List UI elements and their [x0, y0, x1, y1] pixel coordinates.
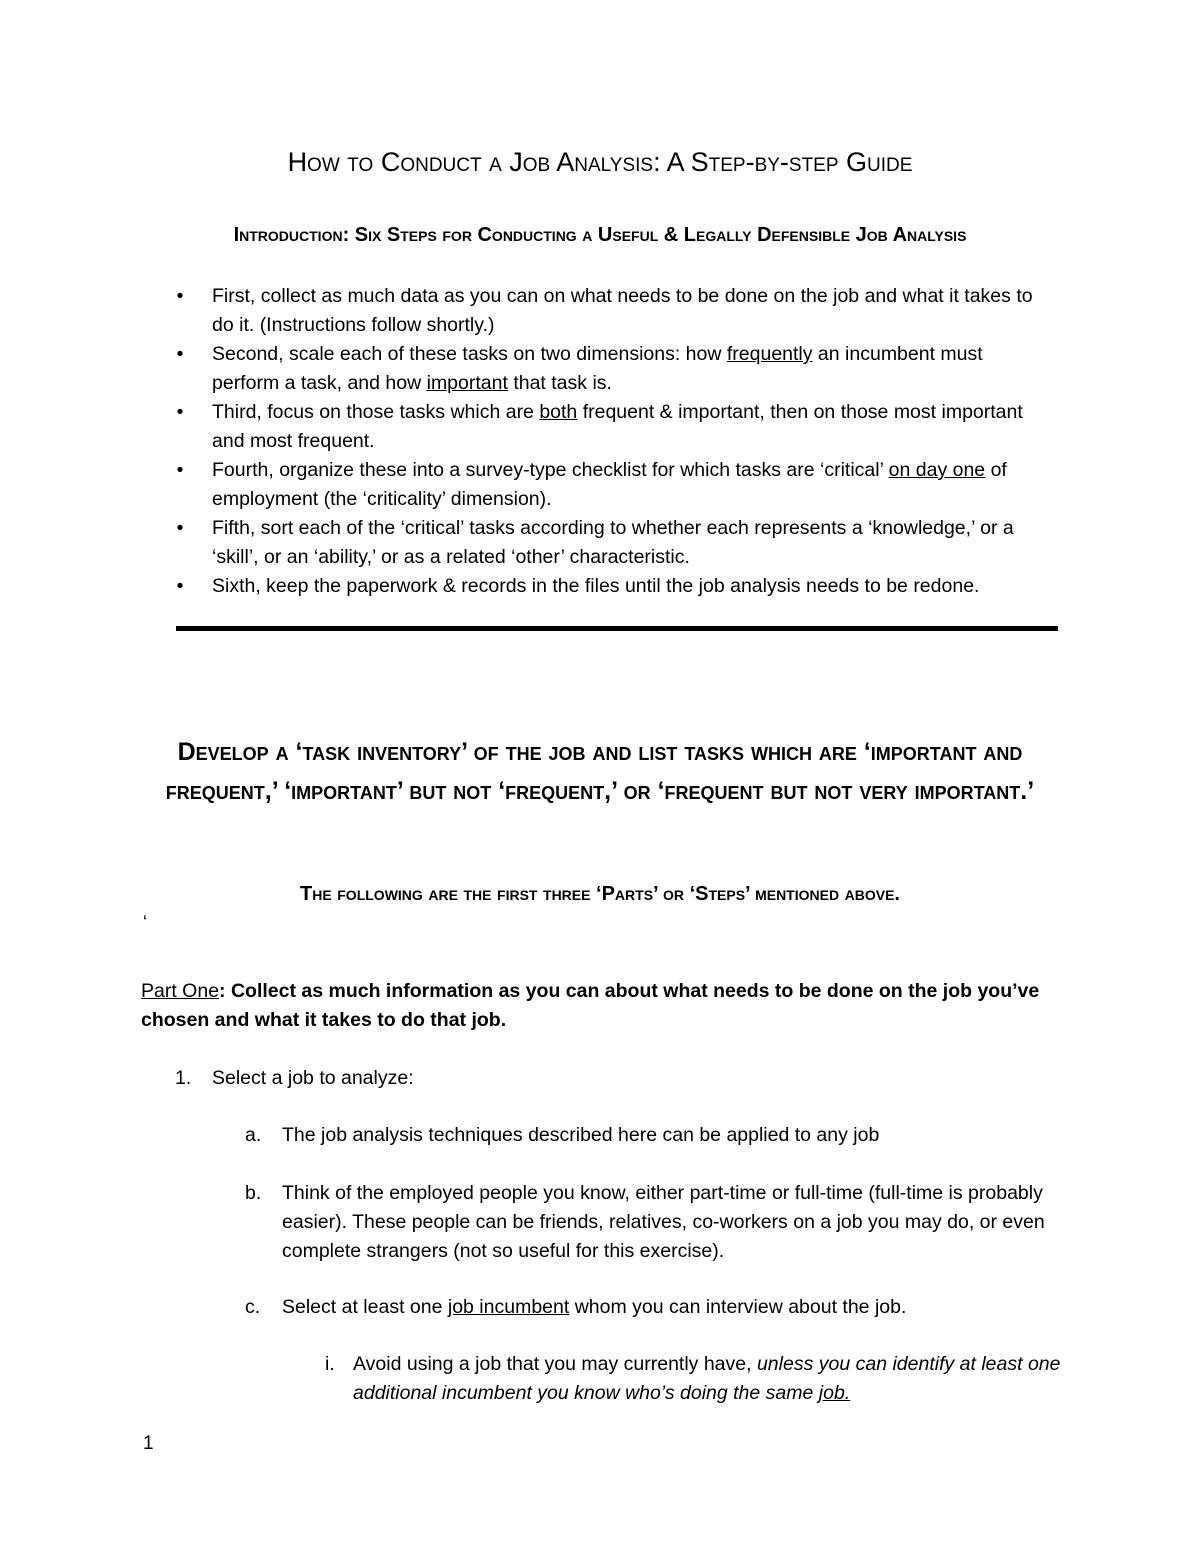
introduction-heading: Introduction: Six Steps for Conducting a Useful & Legally Defensible Job Analysis — [233, 224, 967, 246]
step-text: Second, scale each of these tasks on two dimensions: how — [212, 343, 727, 365]
item-text-part: whom you can interview about the job. — [569, 1296, 907, 1318]
italic-text: unless you can identify at least one additional incumbent you know who’s doing the same — [353, 1353, 1061, 1404]
item-marker: i. — [325, 1353, 335, 1375]
document-title: How to Conduct a Job Analysis: A Step-by-step Guide — [287, 147, 913, 177]
step-text: Sixth, keep the paperwork & records in the files until the job analysis needs to be redone. — [212, 575, 980, 597]
intro-steps-list — [175, 282, 1055, 601]
list-item — [175, 282, 1055, 340]
item-marker: 1. — [175, 1067, 192, 1089]
step-text: frequent & important, then on those most important and most frequent. — [212, 401, 1023, 452]
bullet-icon: • — [176, 343, 184, 365]
sub-item-b — [245, 1179, 1065, 1266]
item-marker: b. — [245, 1182, 262, 1204]
item-text — [315, 1350, 1065, 1408]
bullet-icon: • — [176, 459, 184, 481]
step-text: Third, focus on those tasks which are — [212, 401, 540, 423]
item-text: The job analysis techniques described here can be applied to any job — [282, 1124, 880, 1146]
part-one-text: Collect as much information as you can about what needs to be done on the job you’ve chosen and what it takes to do that job. — [141, 980, 1040, 1031]
stray-quote-mark: ‘ — [143, 912, 147, 932]
section-heading: Develop a ‘task inventory’ of the job and list tasks which are ‘important and frequent,’ ‘important’ but not ‘frequent,’ or ‘frequent but not very important.’ — [165, 738, 1035, 805]
step-text: Fourth, organize these into a survey-type checklist for which tasks are ‘critical’ — [212, 459, 889, 481]
list-item — [175, 456, 1055, 514]
item-text: Think of the employed people you know, either part-time or full-time (full-time is probably easier). These people can be friends, relatives, co-workers on a job you may do, or even complete strangers (not so useful for this exercise). — [282, 1182, 1045, 1262]
emphasis-text: job incumbent — [447, 1296, 570, 1318]
list-item — [175, 514, 1055, 572]
step-text: First, collect as much data as you can on what needs to be done on the job and what it takes to do it. (Instructions follow shortly.) — [212, 285, 1033, 336]
step-text: Fifth, sort each of the ‘critical’ tasks according to whether each represents a ‘knowledge,’ or a ‘skill’, or an ‘ability,’ or as a related ‘other’ characteristic. — [212, 517, 1014, 568]
sub-item-c — [245, 1293, 1065, 1322]
horizontal-rule — [176, 626, 1058, 631]
list-item — [175, 340, 1055, 398]
emphasis-text: frequently — [726, 343, 813, 365]
section-subheading: The following are the first three ‘Parts’ or ‘Steps’ mentioned above. — [300, 883, 900, 905]
item-text-part: Avoid using a job that you may currently have, — [353, 1353, 757, 1375]
part-one-label: Part One — [141, 980, 220, 1002]
page-number: 1 — [143, 1433, 154, 1454]
sub-item-a — [245, 1121, 1065, 1150]
emphasis-text: on day one — [888, 459, 986, 481]
item-text-part: Select at least one — [282, 1296, 448, 1318]
item-marker: c. — [245, 1296, 261, 1318]
emphasis-text: job. — [818, 1382, 851, 1404]
bullet-icon: • — [176, 401, 184, 423]
part-one-colon: : — [219, 980, 231, 1002]
emphasis-text: important — [426, 372, 508, 394]
bullet-icon: • — [176, 517, 184, 539]
step-text: that task is. — [507, 372, 612, 394]
bullet-icon: • — [176, 575, 184, 597]
numbered-item-1 — [175, 1064, 414, 1093]
item-text — [245, 1293, 1065, 1322]
step-text: of employment (the ‘criticality’ dimension). — [212, 459, 1007, 510]
emphasis-text: both — [539, 401, 578, 423]
part-one-paragraph — [141, 977, 1061, 1035]
item-marker: a. — [245, 1124, 262, 1146]
list-item — [175, 398, 1055, 456]
item-text: Select a job to analyze: — [212, 1067, 414, 1089]
bullet-icon: • — [176, 285, 184, 307]
sub-item-i — [315, 1350, 1065, 1408]
list-item — [175, 572, 1055, 601]
step-text: an incumbent must perform a task, and how — [212, 343, 983, 394]
